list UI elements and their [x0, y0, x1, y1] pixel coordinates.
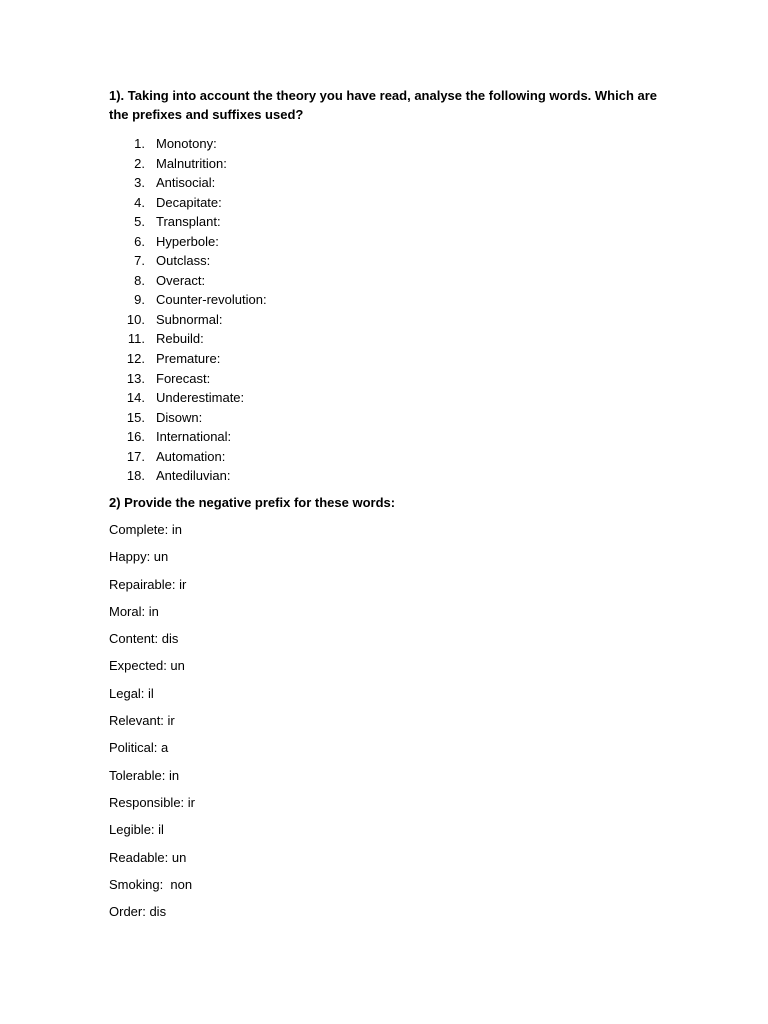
word-list-item	[109, 251, 267, 271]
item-word: Disown:	[156, 409, 203, 425]
word-list-item	[109, 447, 267, 467]
item-word: Decapitate:	[156, 194, 222, 210]
answer-line: Tolerable: in	[109, 767, 180, 783]
answer-list	[109, 521, 195, 930]
item-number: 1.	[134, 136, 145, 151]
word-list-item	[109, 310, 267, 330]
word-list-item	[109, 193, 267, 213]
item-word: Antisocial:	[156, 175, 216, 191]
item-number: 2.	[134, 155, 145, 171]
item-word: Outclass:	[156, 253, 211, 269]
item-word: Premature:	[156, 351, 221, 367]
word-list-item	[109, 232, 267, 252]
item-word: Hyperbole:	[156, 233, 219, 249]
item-number: 5.	[134, 214, 145, 230]
item-word: Overact:	[156, 272, 206, 288]
item-number: 7.	[134, 253, 145, 269]
item-word: Monotony:	[156, 136, 217, 151]
answer-line: Complete: in	[109, 522, 182, 537]
answer-line: Happy: un	[109, 549, 169, 565]
item-word: Rebuild:	[156, 331, 204, 347]
item-word: Subnormal:	[156, 311, 223, 327]
word-list-item	[109, 290, 267, 310]
item-word: Antediluvian:	[156, 468, 231, 484]
word-list-item	[109, 173, 267, 193]
item-word: International:	[156, 429, 232, 445]
item-number: 12.	[126, 351, 145, 367]
item-word: Forecast:	[156, 370, 211, 386]
answer-line: Legal: il	[109, 685, 154, 701]
item-number: 15.	[126, 409, 145, 425]
item-number: 16.	[126, 429, 145, 445]
item-number: 10.	[126, 311, 145, 327]
word-list-item	[109, 466, 267, 486]
item-number: 8.	[134, 272, 145, 288]
item-word: Underestimate:	[156, 390, 245, 406]
item-number: 18.	[126, 468, 145, 484]
answer-line: Moral: in	[109, 603, 159, 619]
question-1-heading: 1). Taking into account the theory you have read, analyse the following words. Which are the prefixes and suffixes used?	[109, 88, 658, 122]
answer-line: Responsible: ir	[109, 794, 195, 810]
item-number: 4.	[134, 194, 145, 210]
item-number: 3.	[134, 175, 145, 191]
item-number: 6.	[134, 233, 145, 249]
word-list	[109, 134, 267, 486]
word-list-item	[109, 134, 267, 154]
word-list-item	[109, 427, 267, 447]
item-number: 9.	[134, 292, 145, 308]
word-list-item	[109, 369, 267, 389]
item-word: Transplant:	[156, 214, 221, 230]
item-word: Automation:	[156, 448, 226, 464]
item-word: Malnutrition:	[156, 155, 227, 171]
item-number: 13.	[126, 370, 145, 386]
answer-line: Repairable: ir	[109, 576, 187, 592]
answer-line: Legible: il	[109, 822, 164, 838]
word-list-item	[109, 329, 267, 349]
answer-line: Relevant: ir	[109, 713, 175, 729]
word-list-item	[109, 154, 267, 174]
item-number: 14.	[126, 390, 145, 406]
word-list-item	[109, 408, 267, 428]
answer-line: Smoking: non	[109, 876, 193, 892]
question-2-heading: 2) Provide the negative prefix for these words:	[109, 495, 396, 510]
answer-line: Political: a	[109, 740, 169, 756]
item-number: 17.	[126, 448, 145, 464]
item-number: 11.	[127, 331, 145, 347]
answer-line: Expected: un	[109, 658, 185, 674]
word-list-item	[109, 349, 267, 369]
word-list-item	[109, 388, 267, 408]
answer-line: Content: dis	[109, 631, 179, 647]
answer-line: Order: dis	[109, 904, 167, 920]
answer-line: Readable: un	[109, 849, 187, 865]
item-word: Counter-revolution:	[156, 292, 267, 308]
word-list-item	[109, 271, 267, 291]
word-list-item	[109, 212, 267, 232]
